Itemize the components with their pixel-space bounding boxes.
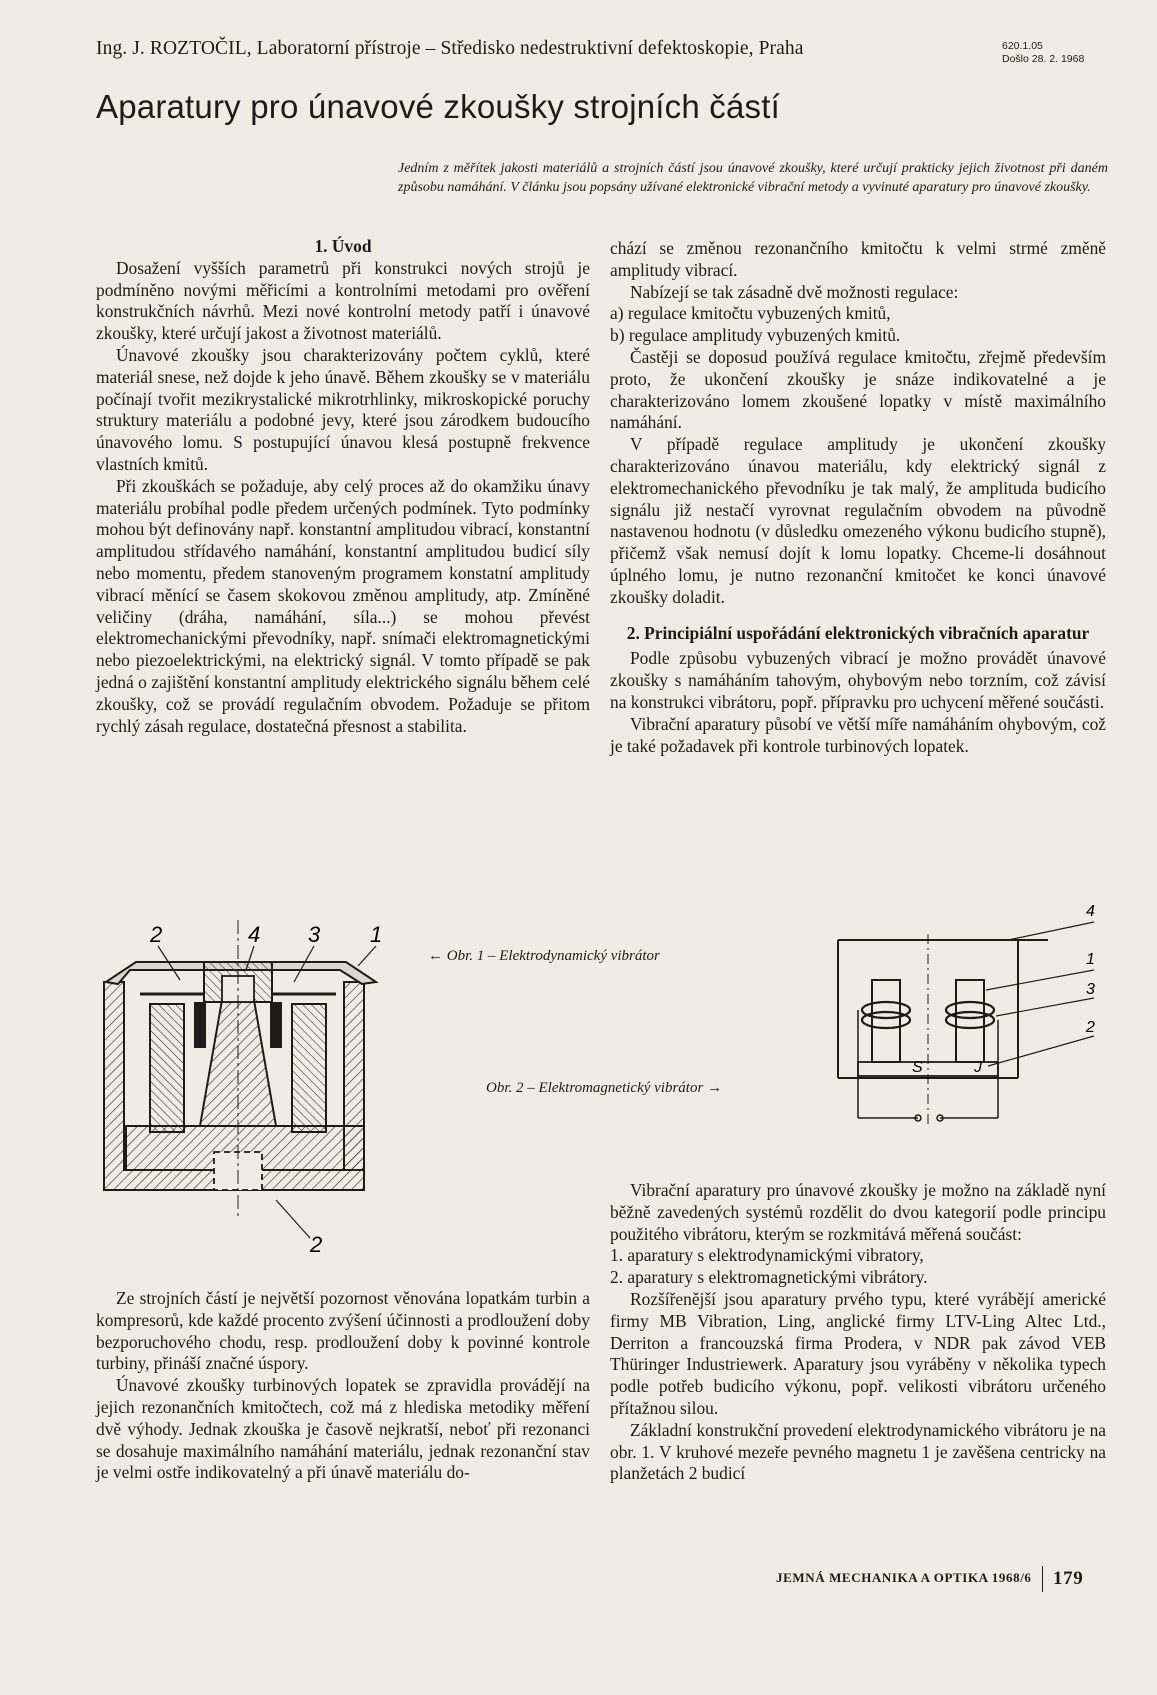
received-date: Došlo 28. 2. 1968: [1002, 53, 1085, 65]
paragraph: V případě regulace amplitudy je ukončení zkoušky charakterizováno únavou materiálu, kdy elektrický signál z elektromechanického převodníku je tak malý, že amplituda budicího signálu již nestačí vyrovnat regulačním obvodem na původně nastavenou hodnotu (v důsledku omezeného výkonu budicího stupně), přičemž však nemusí dojít k lomu lopatky. Chceme-li dosáhnout úplného lomu, je nutno rezonanční kmitočet ke konci únavové zkoušky doladit.: [610, 434, 1106, 607]
paragraph: Častěji se doposud používá regulace kmitočtu, zřejmě především proto, že ukončení zkoušky je snáze indikovatelné a je charakterizováno lomem zkoušené lopatky v místě maximálního namáhání.: [610, 346, 1106, 433]
paragraph: Podle způsobu vybuzených vibrací je možno provádět únavové zkoušky s namáháním tahovým, ohybovým nebo torzním, což závisí na konstrukci vibrátoru, popř. přípravku pro uchycení měřené součásti.: [610, 648, 1106, 712]
left-column-top: [96, 236, 590, 737]
paragraph: Únavové zkoušky turbinových lopatek se zpravidla provádějí na jejich rezonančních kmitočtech, což má z hlediska metodiky měření dvě výhody. Jednak zkouška je časově nejkratší, neboť při rezonanci se dosahuje maximálního namáhání materiálu, jednak rezonanční stav je velmi ostře indikovatelný a při únavě materiálu do-: [96, 1375, 590, 1483]
paragraph: Při zkouškách se požaduje, aby celý proces až do okamžiku únavy materiálu probíhal podle předem určených podmínek. Tyto podmínky mohou být definovány např. konstantní amplitudou vibrací, konstantní amplitudou střídavého namáhání, konstantní amplitudou budicí síly nebo momentu, předem stanoveným programem konstatní amplitudy vibrací měnící se časem skokovou změnou amplitudy, atp. Zmíněné veličiny (dráha, namáhání, síla...) se mohou převést elektromechanickými převodníky, např. snímači elektromagnetickými nebo piezoelektrickými, na elektrický signál. V tomto případě se pak jedná o zajištění konstantní amplitudy elektrického signálu během celé zkoušky, což se provádí regulačním obvodem. Požaduje se přitom rychlý zásah regulace, dostatečná přesnost a stabilita.: [96, 475, 590, 736]
section-heading-principles: 2. Principiální uspořádání elektronických vibračních aparatur: [626, 622, 1090, 643]
paragraph: Rozšířenější jsou aparatury prvého typu, které vyrábějí americké firmy MB Vibration, Ling, anglické firmy LTV-Ling Altec Ltd., Derriton a francouzská firma Prodera, v NDR pak závod VEB Thüringer Industriewerk. Aparatury jsou vyráběny v několika typech podle potřeb budicího výkonu, popř. velikosti vibrátoru určeného přítažnou silou.: [610, 1288, 1106, 1418]
fig1-label: 3: [308, 922, 321, 947]
fig2-label: 4: [1086, 903, 1095, 920]
paragraph: Dosažení vyšších parametrů při konstrukci nových strojů je podmíněno novými měřicími a kontrolními metodami pro ověření konstrukčních návrhů. Mezi nové kontrolní metody patří i únavové zkoušky, které určují jakost a životnost materiálů.: [96, 257, 590, 344]
list-item: 2. aparatury s elektromagnetickými vibrátory.: [610, 1267, 928, 1288]
list-item: 1. aparatury s elektrodynamickými vibratory,: [610, 1245, 924, 1266]
fig2-label: 1: [1086, 951, 1095, 968]
paragraph: Vibrační aparatury působí ve větší míře namáháním ohybovým, což je také požadavek při kontrole turbinových lopatek.: [610, 713, 1106, 756]
fig2-label: S: [912, 1059, 923, 1076]
author-line: Ing. J. ROZTOČIL, Laboratorní přístroje – Středisko nedestruktivní defektoskopie, Praha: [96, 38, 804, 59]
page-footer: [776, 1566, 1106, 1592]
figure-1-electrodynamic-vibrator: [96, 900, 436, 1260]
fig1-label: 2: [310, 1232, 323, 1257]
udc-code: 620.1.05: [1002, 40, 1043, 52]
figure-1-caption: ← Obr. 1 – Elektrodynamický vibrátor: [428, 948, 660, 964]
list-item: b) regulace amplitudy vybuzených kmitů.: [610, 325, 901, 346]
fig2-label: 2: [1086, 1019, 1095, 1036]
journal-name: JEMNÁ MECHANIKA A OPTIKA 1968/6: [776, 1569, 1032, 1585]
section-heading-intro: 1. Úvod: [314, 236, 372, 256]
paragraph: Nabízejí se tak zásadně dvě možnosti regulace:: [630, 281, 959, 302]
page-number: 179: [1053, 1568, 1084, 1589]
fig1-label: 2: [150, 922, 163, 947]
paragraph: Základní konstrukční provedení elektrodynamického vibrátoru je na obr. 1. V kruhové mezeře pevného magnetu 1 je zavěšena centricky na planžetách 2 budicí: [610, 1419, 1106, 1484]
figure-2-electromagnetic-vibrator: [828, 898, 1108, 1148]
paragraph: Vibrační aparatury pro únavové zkoušky je možno na základě nyní běžně zavedených systémů rozdělit do dvou kategorií podle principu použitého vibrátoru, kterým se rozkmitává měřená součást:: [610, 1180, 1106, 1244]
paragraph: chází se změnou rezonančního kmitočtu k velmi strmé změně amplitudy vibrací.: [610, 238, 1106, 280]
udc-block: [1002, 40, 1112, 66]
fig2-label: J: [974, 1059, 982, 1076]
fig2-label: 3: [1086, 981, 1095, 998]
fig1-label: 4: [248, 922, 261, 947]
figure-2-caption: Obr. 2 – Elektromagnetický vibrátor →: [486, 1080, 723, 1096]
paragraph: Únavové zkoušky jsou charakterizovány počtem cyklů, které materiál snese, než dojde k jeho únavě. Během zkoušky se v materiálu počínají tvořit mezikrystalické mikrotrhlinky, mikroskopické poruchy struktury materiálu a podobné jevy, které jsou zárodkem budoucího únavového lomu. S postupující únavou klesá postupně frekvence vlastních kmitů.: [96, 344, 590, 474]
article-title: Aparatury pro únavové zkoušky strojních částí: [96, 88, 780, 125]
abstract: Jedním z měřítek jakosti materiálů a strojních částí jsou únavové zkoušky, které určují prakticky jejich životnost při daném způsobu namáhání. V článku jsou popsány užívané elektronické vibrační metody a vyvinuté aparatury pro únavové zkoušky.: [398, 161, 1108, 195]
fig1-label: 1: [370, 922, 383, 947]
right-column-bottom: [610, 1180, 1106, 1485]
list-item: a) regulace kmitočtu vybuzených kmitů,: [610, 303, 891, 324]
left-column-bottom: [96, 1288, 590, 1484]
right-column-top: [610, 238, 1106, 757]
footer-divider: [1042, 1566, 1044, 1592]
paragraph: Ze strojních částí je největší pozornost věnována lopatkám turbin a kompresorů, kde každé procento zvýšení účinnosti a prodloužení doby bezporuchového chodu, resp. prodloužení doby k povinné kontrole turbiny, přináší značné úspory.: [96, 1288, 590, 1374]
